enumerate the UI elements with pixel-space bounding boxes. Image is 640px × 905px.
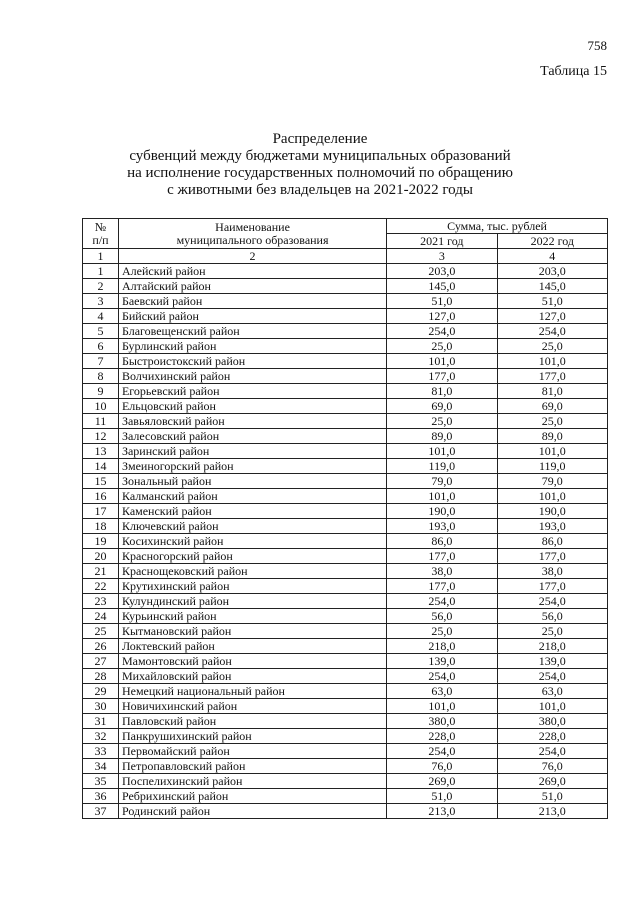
amount-2021-cell: 101,0	[387, 699, 497, 714]
amount-2022-cell: 139,0	[497, 654, 607, 669]
table-row	[83, 459, 608, 474]
amount-2022-cell: 76,0	[497, 759, 607, 774]
amount-2021-cell: 81,0	[387, 384, 497, 399]
row-number-cell: 29	[83, 684, 119, 699]
table-row	[83, 609, 608, 624]
row-number-cell: 4	[83, 309, 119, 324]
row-number-cell: 1	[83, 264, 119, 279]
header-name-line1: Наименование	[215, 219, 290, 234]
table-row	[83, 669, 608, 684]
column-number: 2	[118, 249, 386, 264]
row-number-cell: 13	[83, 444, 119, 459]
amount-2021-cell: 69,0	[387, 399, 497, 414]
district-name-cell: Змеиногорский район	[118, 459, 386, 474]
amount-2021-cell: 254,0	[387, 669, 497, 684]
district-name-cell: Панкрушихинский район	[118, 729, 386, 744]
table-row	[83, 654, 608, 669]
row-number-cell: 37	[83, 804, 119, 819]
table-row	[83, 474, 608, 489]
amount-2022-cell: 101,0	[497, 699, 607, 714]
district-name-cell: Мамонтовский район	[118, 654, 386, 669]
table-row	[83, 594, 608, 609]
amount-2022-cell: 190,0	[497, 504, 607, 519]
row-number-cell: 24	[83, 609, 119, 624]
amount-2021-cell: 76,0	[387, 759, 497, 774]
row-number-cell: 21	[83, 564, 119, 579]
district-name-cell: Поспелихинский район	[118, 774, 386, 789]
table-row	[83, 324, 608, 339]
amount-2022-cell: 81,0	[497, 384, 607, 399]
district-name-cell: Михайловский район	[118, 669, 386, 684]
row-number-cell: 26	[83, 639, 119, 654]
district-name-cell: Зональный район	[118, 474, 386, 489]
row-number-cell: 19	[83, 534, 119, 549]
amount-2021-cell: 127,0	[387, 309, 497, 324]
title-line: с животными без владельцев на 2021-2022 годы	[167, 182, 473, 198]
row-number-cell: 34	[83, 759, 119, 774]
amount-2022-cell: 254,0	[497, 324, 607, 339]
amount-2021-cell: 101,0	[387, 354, 497, 369]
table-row	[83, 549, 608, 564]
district-name-cell: Залесовский район	[118, 429, 386, 444]
amount-2021-cell: 203,0	[387, 264, 497, 279]
row-number-cell: 25	[83, 624, 119, 639]
amount-2021-cell: 190,0	[387, 504, 497, 519]
table-label: Таблица 15	[540, 64, 607, 79]
title-line: субвенций между бюджетами муниципальных образований	[129, 148, 511, 164]
district-name-cell: Косихинский район	[118, 534, 386, 549]
amount-2021-cell: 145,0	[387, 279, 497, 294]
amount-2022-cell: 89,0	[497, 429, 607, 444]
amount-2021-cell: 25,0	[387, 624, 497, 639]
amount-2021-cell: 51,0	[387, 294, 497, 309]
district-name-cell: Волчихинский район	[118, 369, 386, 384]
amount-2022-cell: 86,0	[497, 534, 607, 549]
table-row	[83, 279, 608, 294]
table-row	[83, 684, 608, 699]
table-row	[83, 399, 608, 414]
amount-2022-cell: 69,0	[497, 399, 607, 414]
title-line: на исполнение государственных полномочий по обращению	[127, 165, 513, 181]
table-row	[83, 744, 608, 759]
district-name-cell: Благовещенский район	[118, 324, 386, 339]
amount-2022-cell: 228,0	[497, 729, 607, 744]
district-name-cell: Ключевский район	[118, 519, 386, 534]
amount-2022-cell: 25,0	[497, 624, 607, 639]
amount-2021-cell: 51,0	[387, 789, 497, 804]
district-name-cell: Краснощековский район	[118, 564, 386, 579]
amount-2022-cell: 56,0	[497, 609, 607, 624]
row-number-cell: 11	[83, 414, 119, 429]
amount-2021-cell: 101,0	[387, 444, 497, 459]
amount-2022-cell: 25,0	[497, 414, 607, 429]
subvention-table	[82, 218, 608, 819]
row-number-cell: 7	[83, 354, 119, 369]
amount-2021-cell: 254,0	[387, 744, 497, 759]
district-name-cell: Каменский район	[118, 504, 386, 519]
district-name-cell: Немецкий национальный район	[118, 684, 386, 699]
amount-2022-cell: 177,0	[497, 549, 607, 564]
amount-2022-cell: 127,0	[497, 309, 607, 324]
row-number-cell: 6	[83, 339, 119, 354]
district-name-cell: Кытмановский район	[118, 624, 386, 639]
amount-2022-cell: 38,0	[497, 564, 607, 579]
district-name-cell: Ребрихинский район	[118, 789, 386, 804]
table-row	[83, 564, 608, 579]
table-row	[83, 339, 608, 354]
row-number-cell: 9	[83, 384, 119, 399]
amount-2022-cell: 101,0	[497, 489, 607, 504]
table-header-row	[83, 219, 608, 234]
amount-2021-cell: 38,0	[387, 564, 497, 579]
district-name-cell: Завьяловский район	[118, 414, 386, 429]
amount-2021-cell: 25,0	[387, 414, 497, 429]
amount-2021-cell: 177,0	[387, 579, 497, 594]
amount-2022-cell: 269,0	[497, 774, 607, 789]
amount-2021-cell: 139,0	[387, 654, 497, 669]
amount-2021-cell: 86,0	[387, 534, 497, 549]
table-row	[83, 729, 608, 744]
column-number: 4	[497, 249, 607, 264]
row-number-cell: 31	[83, 714, 119, 729]
amount-2022-cell: 177,0	[497, 579, 607, 594]
amount-2022-cell: 25,0	[497, 339, 607, 354]
table-row	[83, 639, 608, 654]
district-name-cell: Заринский район	[118, 444, 386, 459]
table-row	[83, 264, 608, 279]
district-name-cell: Локтевский район	[118, 639, 386, 654]
district-name-cell: Егорьевский район	[118, 384, 386, 399]
row-number-cell: 16	[83, 489, 119, 504]
amount-2022-cell: 254,0	[497, 744, 607, 759]
table-row	[83, 774, 608, 789]
amount-2021-cell: 177,0	[387, 369, 497, 384]
amount-2021-cell: 89,0	[387, 429, 497, 444]
table-row	[83, 294, 608, 309]
table-row	[83, 354, 608, 369]
row-number-cell: 5	[83, 324, 119, 339]
table-row	[83, 579, 608, 594]
amount-2021-cell: 25,0	[387, 339, 497, 354]
table-row	[83, 519, 608, 534]
table-row	[83, 789, 608, 804]
amount-2022-cell: 51,0	[497, 789, 607, 804]
header-year-2022: 2022 год	[497, 234, 607, 249]
amount-2022-cell: 218,0	[497, 639, 607, 654]
table-row	[83, 534, 608, 549]
table-row	[83, 429, 608, 444]
row-number-cell: 17	[83, 504, 119, 519]
table-row	[83, 369, 608, 384]
amount-2022-cell: 79,0	[497, 474, 607, 489]
table-row	[83, 309, 608, 324]
district-name-cell: Родинский район	[118, 804, 386, 819]
table-row	[83, 714, 608, 729]
row-number-cell: 15	[83, 474, 119, 489]
district-name-cell: Алейский район	[118, 264, 386, 279]
amount-2021-cell: 254,0	[387, 324, 497, 339]
column-numbers-row	[83, 249, 608, 264]
table-row	[83, 489, 608, 504]
district-name-cell: Бийский район	[118, 309, 386, 324]
amount-2022-cell: 193,0	[497, 519, 607, 534]
amount-2022-cell: 254,0	[497, 669, 607, 684]
district-name-cell: Бурлинский район	[118, 339, 386, 354]
row-number-cell: 14	[83, 459, 119, 474]
row-number-cell: 2	[83, 279, 119, 294]
table-row	[83, 699, 608, 714]
header-year-2021: 2021 год	[387, 234, 497, 249]
district-name-cell: Крутихинский район	[118, 579, 386, 594]
district-name-cell: Первомайский район	[118, 744, 386, 759]
amount-2022-cell: 119,0	[497, 459, 607, 474]
amount-2021-cell: 380,0	[387, 714, 497, 729]
table-row	[83, 414, 608, 429]
title-line: Распределение	[272, 131, 368, 147]
row-number-cell: 30	[83, 699, 119, 714]
header-sum-cell: Сумма, тыс. рублей	[387, 219, 608, 234]
district-name-cell: Красногорский район	[118, 549, 386, 564]
row-number-cell: 35	[83, 774, 119, 789]
amount-2022-cell: 63,0	[497, 684, 607, 699]
header-name-line2: муниципального образования	[176, 232, 329, 247]
district-name-cell: Быстроистокский район	[118, 354, 386, 369]
header-num-line1: №	[94, 219, 107, 234]
header-num-line2: п/п	[92, 232, 109, 247]
table-row	[83, 759, 608, 774]
amount-2021-cell: 79,0	[387, 474, 497, 489]
column-number: 3	[387, 249, 497, 264]
district-name-cell: Петропавловский район	[118, 759, 386, 774]
row-number-cell: 33	[83, 744, 119, 759]
amount-2021-cell: 119,0	[387, 459, 497, 474]
amount-2022-cell: 254,0	[497, 594, 607, 609]
amount-2021-cell: 101,0	[387, 489, 497, 504]
amount-2021-cell: 56,0	[387, 609, 497, 624]
amount-2022-cell: 145,0	[497, 279, 607, 294]
district-name-cell: Баевский район	[118, 294, 386, 309]
row-number-cell: 10	[83, 399, 119, 414]
district-name-cell: Новичихинский район	[118, 699, 386, 714]
amount-2022-cell: 101,0	[497, 354, 607, 369]
row-number-cell: 28	[83, 669, 119, 684]
district-name-cell: Павловский район	[118, 714, 386, 729]
column-number: 1	[83, 249, 119, 264]
table-body	[83, 264, 608, 819]
district-name-cell: Ельцовский район	[118, 399, 386, 414]
table-row	[83, 624, 608, 639]
amount-2021-cell: 228,0	[387, 729, 497, 744]
row-number-cell: 32	[83, 729, 119, 744]
row-number-cell: 20	[83, 549, 119, 564]
amount-2022-cell: 203,0	[497, 264, 607, 279]
header-num-cell	[83, 219, 119, 249]
district-name-cell: Калманский район	[118, 489, 386, 504]
row-number-cell: 27	[83, 654, 119, 669]
row-number-cell: 8	[83, 369, 119, 384]
table-row	[83, 444, 608, 459]
amount-2021-cell: 63,0	[387, 684, 497, 699]
table-row	[83, 384, 608, 399]
row-number-cell: 3	[83, 294, 119, 309]
amount-2021-cell: 213,0	[387, 804, 497, 819]
amount-2021-cell: 177,0	[387, 549, 497, 564]
table-row	[83, 504, 608, 519]
row-number-cell: 36	[83, 789, 119, 804]
district-name-cell: Курьинский район	[118, 609, 386, 624]
amount-2022-cell: 177,0	[497, 369, 607, 384]
amount-2022-cell: 213,0	[497, 804, 607, 819]
amount-2021-cell: 254,0	[387, 594, 497, 609]
amount-2021-cell: 193,0	[387, 519, 497, 534]
amount-2021-cell: 269,0	[387, 774, 497, 789]
header-name-cell	[118, 219, 386, 249]
district-name-cell: Кулундинский район	[118, 594, 386, 609]
amount-2022-cell: 380,0	[497, 714, 607, 729]
amount-2021-cell: 218,0	[387, 639, 497, 654]
table-row	[83, 804, 608, 819]
row-number-cell: 18	[83, 519, 119, 534]
page-number: 758	[587, 38, 607, 53]
row-number-cell: 23	[83, 594, 119, 609]
row-number-cell: 22	[83, 579, 119, 594]
document-title	[0, 131, 640, 199]
row-number-cell: 12	[83, 429, 119, 444]
district-name-cell: Алтайский район	[118, 279, 386, 294]
amount-2022-cell: 51,0	[497, 294, 607, 309]
amount-2022-cell: 101,0	[497, 444, 607, 459]
